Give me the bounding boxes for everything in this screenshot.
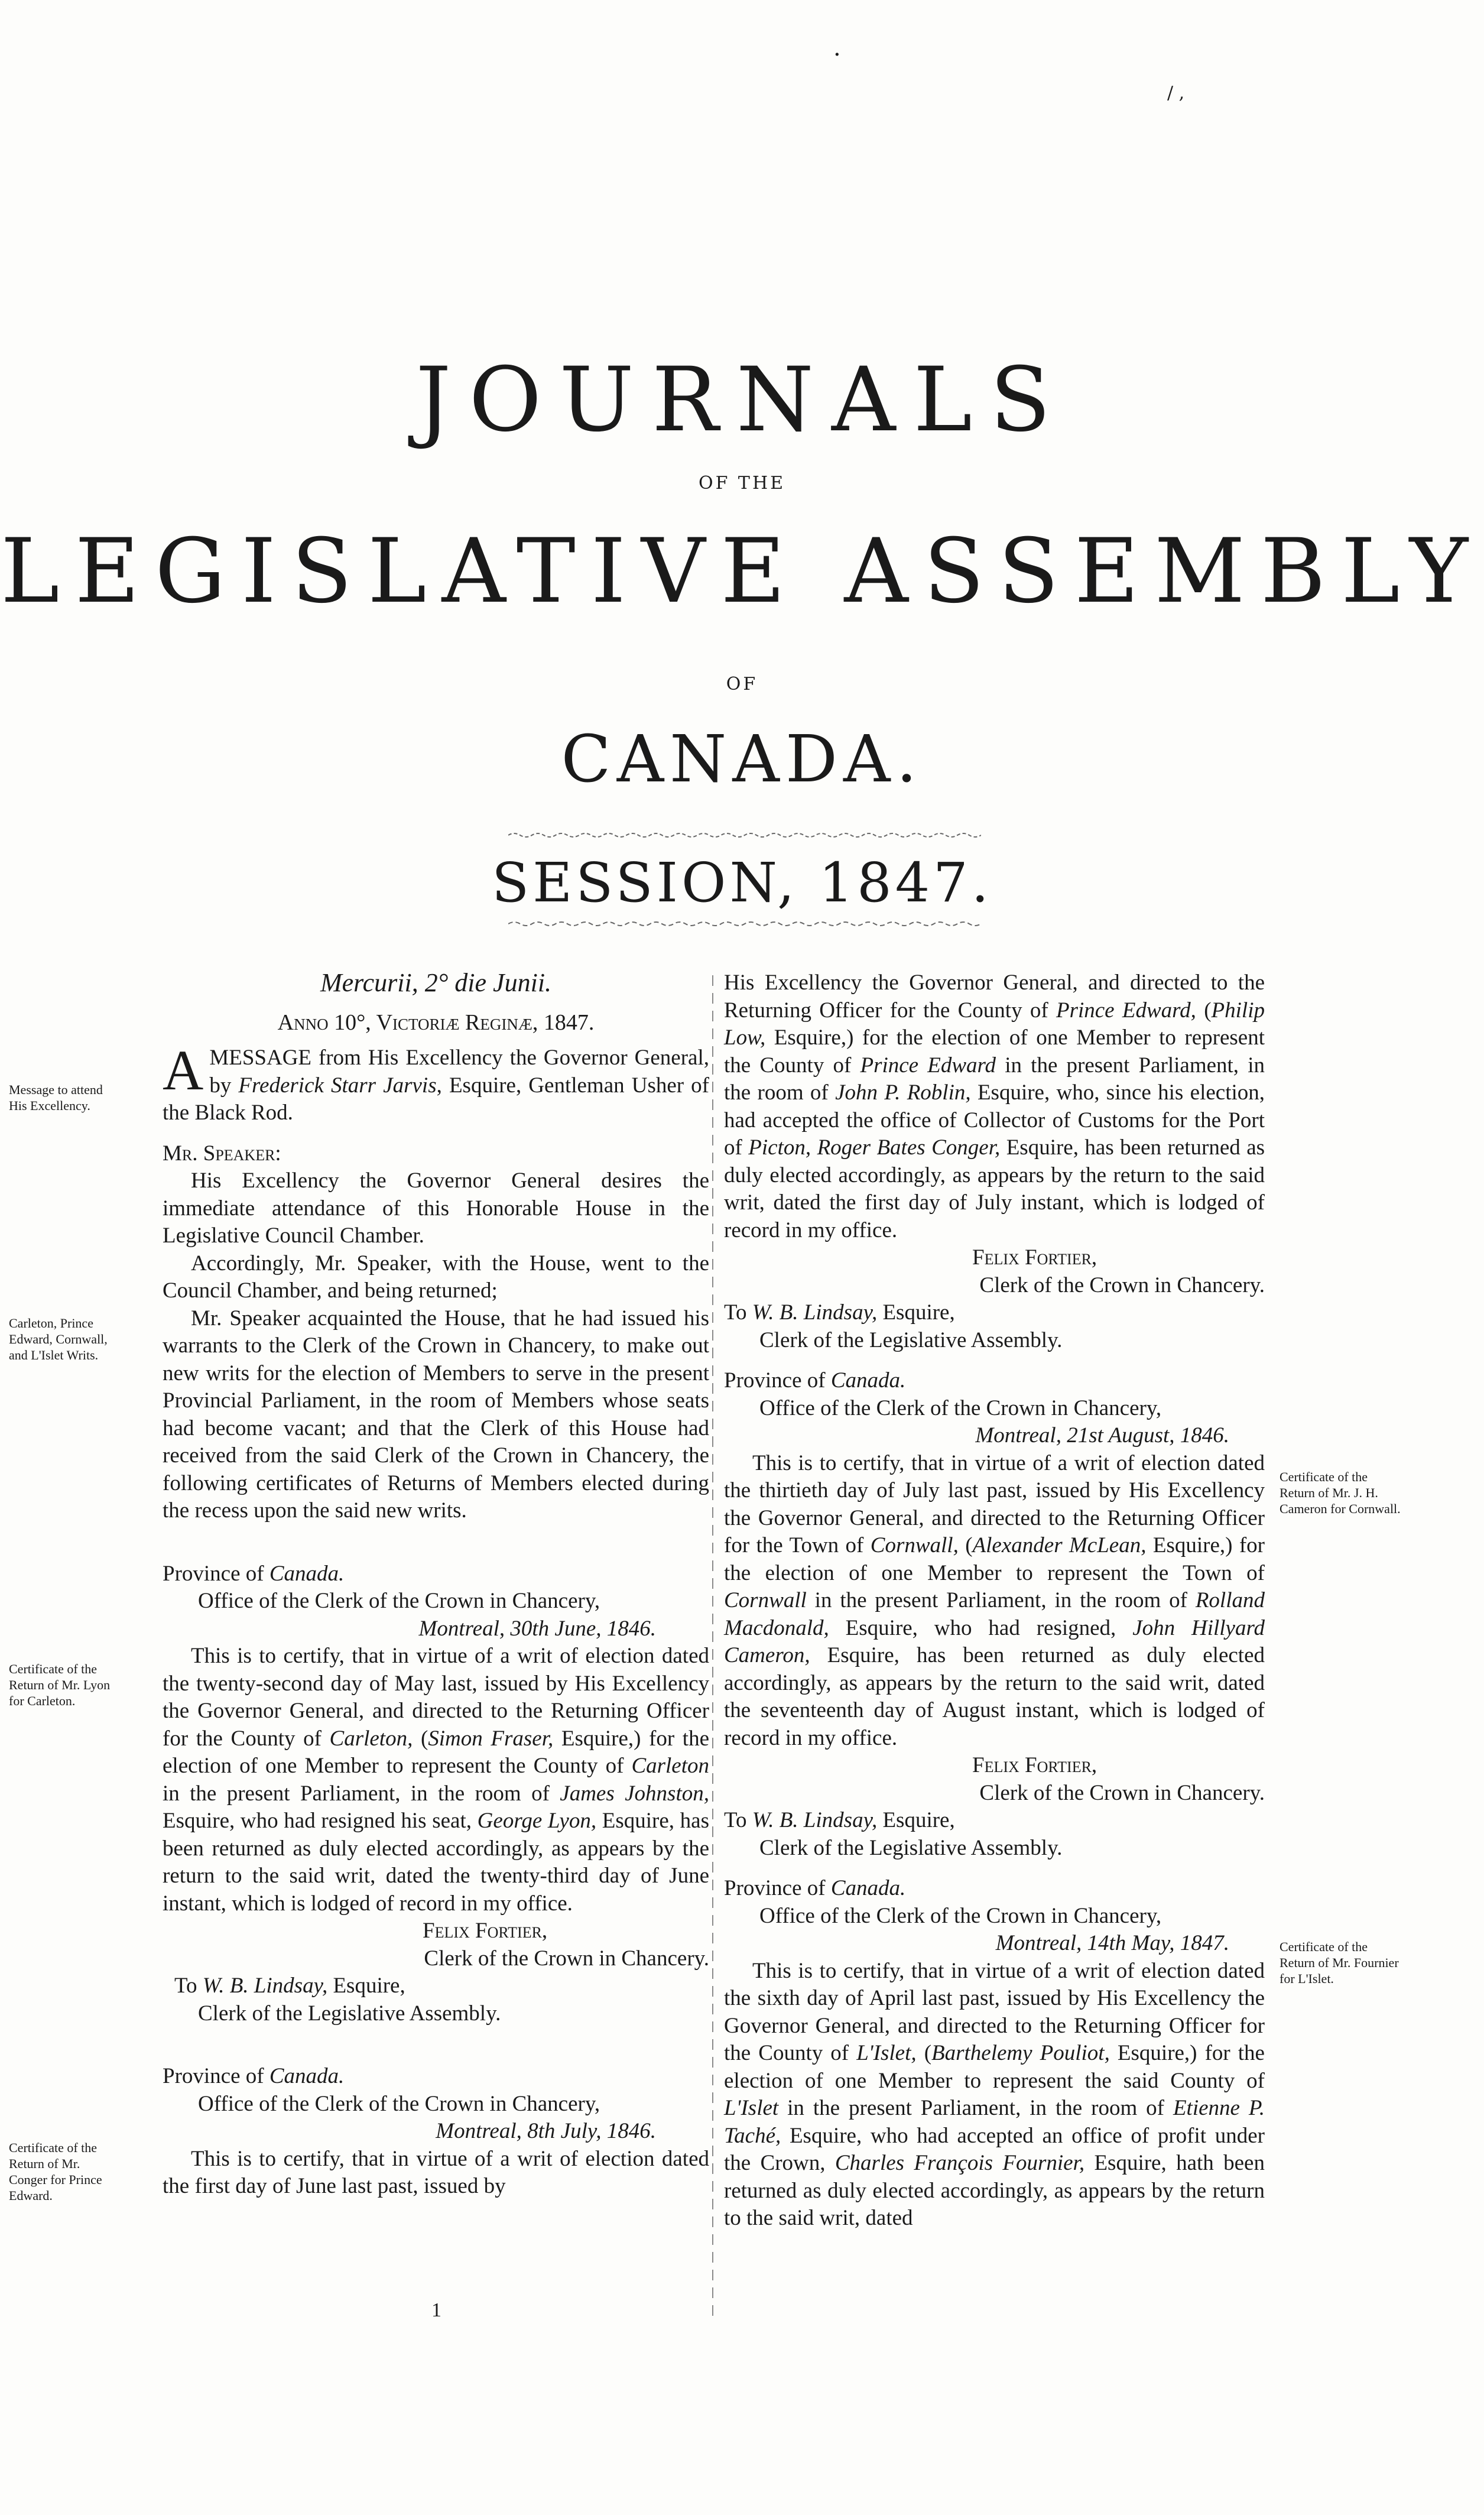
cert1-body: This is to certify, that in virtue of a writ of election dated the twenty-second day of May last, issued by His Excellency the Governor General, and directed to the Returning Officer for the County of Carleton, (Simon Fraser, Esquire,) for the election of one Member to represent the County of Carleton in the present Parliament, in the room of James Johnston, Esquire, who had resigned his seat, George Lyon, Esquire, has been returned as duly elected accordingly, as appears by the return to the said writ, dated the twenty-third day of June instant, which is lodged of record in my office. [163,1644,710,1916]
cert3-place-date: Montreal, 21st August, 1846. [975,1423,1229,1448]
cert3-body: This is to certify, that in virtue of a writ of election dated the thirtieth day of July last past, issued by His Excellency the Governor General, and directed to the Returning Officer for the Town of Cornwall, (Alexander McLean, Esquire,) for the election of one Member to represent the Town of Cornwall in the present Parliament, in the room of Rolland Macdonald, Esquire, who had resigned, John Hillyard Cameron, Esquire, has been returned as duly elected accordingly, as appears by the return to the said writ, dated the seventeenth day of August instant, which is lodged of record in my office. [724,1450,1265,1750]
margin-note-writs: Carleton, Prince Edward, Cornwall, and L'Islet Writs. [9,1316,108,1362]
column-divider [712,975,713,2317]
usher-name: Frederick Starr Jarvis [238,1073,437,1098]
title-legislative-assembly: LEGISLATIVE ASSEMBLY [0,520,1484,623]
of-the-label: OF THE [698,473,786,494]
cert1-place-date: Montreal, 30th June, 1846. [418,1616,656,1641]
of-label: OF [726,674,758,695]
margin-note-fournier: Certificate of the Return of Mr. Fournier for L'Islet. [1280,1939,1399,1986]
cert2-body: This is to certify, that in virtue of a writ of election dated the first day of June last past, issued by [163,2146,709,2198]
cert4-province: Province of Canada. [724,1876,906,1900]
page-number: 1 [431,2299,441,2321]
cert1-office: Office of the Clerk of the Crown in Chancery, [198,1589,600,1613]
cert1-province: Province of Canada. [163,1561,345,1586]
cert3-signer-title: Clerk of the Crown in Chancery. [979,1780,1265,1805]
cert4-office: Office of the Clerk of the Crown in Chancery, [759,1903,1162,1928]
cert3-office: Office of the Clerk of the Crown in Chancery, [759,1396,1162,1420]
ornamental-rule-top [508,830,981,840]
cert2-continuation: His Excellency the Governor General, and directed to the Returning Officer for the County of Prince Edward, (Philip Low, Esquire,) for the election of one Member to represent the County of Prince Edward in the present Parliament, in the room of John P. Roblin, Esquire, who, since his election, had accepted the office of Collector of Customs for the Port of Picton, Roger Bates Conger, Esquire, has been returned as duly elected accordingly, as appears by the return to the said writ, dated the first day of July instant, which is lodged of record in my office. [724,971,1265,1242]
cert3-signer: Felix Fortier, [972,1753,1097,1777]
margin-note-cameron: Certificate of the Return of Mr. J. H. Cameron for Cornwall. [1280,1469,1401,1516]
session-heading: SESSION, 1847. [492,851,992,914]
cert2-office: Office of the Clerk of the Crown in Chancery, [198,2091,600,2116]
cert1-addressee: To W. B. Lindsay, Esquire, [174,1974,405,1998]
cert1-signer-title: Clerk of the Crown in Chancery. [424,1946,709,1971]
speaker-label: Mr. Speaker: [163,1141,281,1166]
cert2-signer-title: Clerk of the Crown in Chancery. [979,1273,1265,1297]
cert2-place-date: Montreal, 8th July, 1846. [436,2119,656,2143]
regnal-year: Anno 10°, Victoriæ Reginæ, 1847. [277,1010,595,1035]
cert4-body: This is to certify, that in virtue of a writ of election dated the sixth day of April last past, issued by His Excellency the Governor General, and directed to the Returning Officer for the County of L'Islet, (Barthelemy Pouliot, Esquire,) for the election of one Member to represent the said County of L'Islet in the present Parliament, in the room of Etienne P. Taché, Esquire, who had accepted an office of profit under the Crown, Charles François Fournier, Esquire, hath been returned as duly elected accordingly, as appears by the return to the said writ, dated [724,1958,1265,2230]
margin-note-lyon: Certificate of the Return of Mr. Lyon for Carleton. [9,1661,111,1708]
right-column [724,969,1265,2232]
cert2-addressee-title: Clerk of the Legislative Assembly. [759,1328,1063,1352]
cert3-addressee: To W. B. Lindsay, Esquire, [724,1808,955,1832]
print-mark: · [833,41,841,69]
title-journals: JOURNALS [415,349,1069,452]
message-paragraph: A MESSAGE from His Excellency the Governor General, by Frederick Starr Jarvis, Esquire, Gentleman Usher of the Black Rod. [163,1039,710,1125]
cert4-place-date: Montreal, 14th May, 1847. [995,1931,1229,1955]
writs-paragraph: Mr. Speaker acquainted the House, that he had issued his warrants to the Clerk of the Crown in Chancery, to make out new writs for the election of Members to serve in the present Provincial Parliament, in the room of Members whose seats had become vacant; and that the Clerk of this House had received from the said Clerk of the Crown in Chancery, the following certificates of Returns of Members elected during the recess upon the said new writs. [163,1306,709,1523]
cert2-addressee: To W. B. Lindsay, Esquire, [724,1300,955,1325]
cert3-province: Province of Canada. [724,1368,906,1393]
cert2-signer: Felix Fortier, [972,1245,1097,1270]
left-column [163,969,709,2201]
cert3-addressee-title: Clerk of the Legislative Assembly. [759,1835,1063,1860]
cert1-signer: Felix Fortier, [423,1919,548,1943]
margin-note-message: Message to attend His Excellency. [9,1082,103,1113]
drop-cap: A [163,1039,204,1102]
speaker-message: His Excellency the Governor General desires the immediate attendance of this Honorable House in the Legislative Council Chamber. [163,1169,709,1248]
title-canada: CANADA. [561,721,923,797]
print-mark: / , [1167,83,1185,103]
cert2-province: Province of Canada. [163,2064,345,2088]
ornamental-rule-bottom [508,919,981,929]
margin-note-conger: Certificate of the Return of Mr. Conger for Prince Edward. [9,2140,102,2203]
accordingly-paragraph: Accordingly, Mr. Speaker, with the House, went to the Council Chamber, and being returned; [163,1251,709,1303]
sitting-date: Mercurii, 2° die Junii. [320,968,552,997]
cert1-addressee-title: Clerk of the Legislative Assembly. [198,2001,501,2026]
